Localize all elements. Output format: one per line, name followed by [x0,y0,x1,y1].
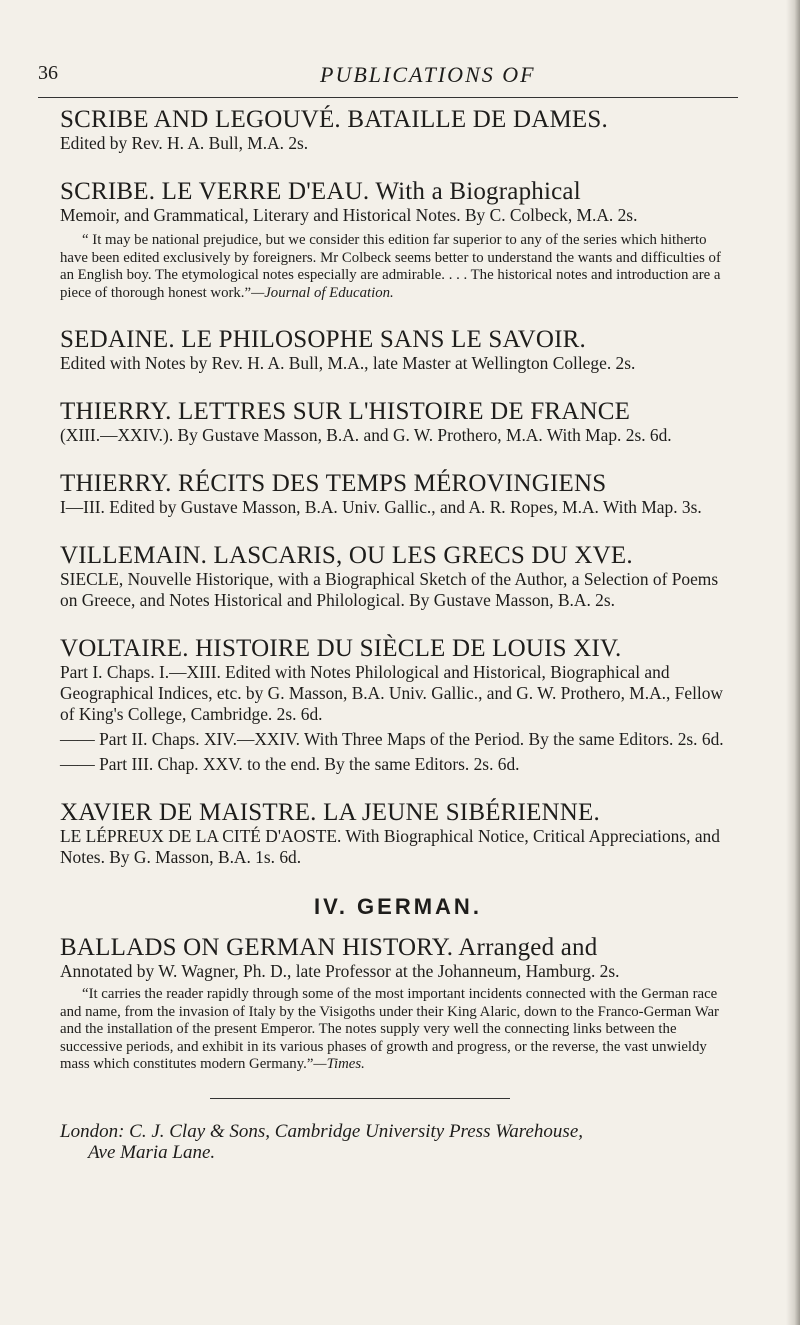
entry-description: (XIII.—XXIV.). By Gustave Masson, B.A. and G. W. Prothero, M.A. With Map. 2s. 6d. [60,425,672,445]
entry-ballads [60,934,736,1074]
imprint-line-1: London: C. J. Clay & Sons, Cambridge University Press Warehouse, [60,1120,584,1142]
entry-xavier-de-maistre [60,799,736,868]
entry-thierry-lettres [60,398,736,446]
entry-heading: SCRIBE AND LEGOUVÉ. BATAILLE DE DAMES. [60,106,608,133]
entry-description: I—III. Edited by Gustave Masson, B.A. Univ. Gallic., and A. R. Ropes, M.A. With Map. 3s. [60,497,702,517]
entry-heading: VOLTAIRE. HISTOIRE DU SIÈCLE DE LOUIS XIV. [60,635,622,662]
quote-source: —Journal of Education. [251,284,394,301]
entry-heading: THIERRY. RÉCITS DES TEMPS MÉROVINGIENS [60,470,607,497]
entry-description: Part I. Chaps. I.—XIII. Edited with Notes Philological and Historical, Biographical and Geographical Indices, etc. by G. Masson, B.A. Univ. Gallic., and G. W. Prothero, M.A., Fellow of King's College, Cambridge. 2s. 6d. [60,662,723,724]
entry-description: Edited by Rev. H. A. Bull, M.A. 2s. [60,133,309,153]
page-number: 36 [38,62,58,84]
entry-scribe-verre [60,178,736,302]
entry-voltaire [60,635,736,775]
review-quote [60,232,736,302]
entry-thierry-recits [60,470,736,518]
entry-heading: THIERRY. LETTRES SUR L'HISTOIRE DE FRANCE [60,398,631,425]
entry-description: Annotated by W. Wagner, Ph. D., late Professor at the Johanneum, Hamburg. 2s. [60,961,620,981]
quote-source: —Times. [313,1056,365,1072]
entry-part-two: —— Part II. Chaps. XIV.—XXIV. With Three Maps of the Period. By the same Editors. 2s. 6d. [60,729,724,749]
entry-description: LE LÉPREUX DE LA CITÉ D'AOSTE. With Biographical Notice, Critical Appreciations, and Notes. By G. Masson, B.A. 1s. 6d. [60,826,720,867]
entry-scribe-bataille [60,106,736,154]
catalogue-list [60,106,736,1163]
entry-description: Edited with Notes by Rev. H. A. Bull, M.A., late Master at Wellington College. 2s. [60,353,636,373]
entry-heading: SCRIBE. LE VERRE D'EAU. With a Biographical [60,178,581,205]
quote-text: “It carries the reader rapidly through some of the most important incidents connected with the German race and name, from the invasion of Italy by the Visigoths under their King Alaric, down to the Franco-German War and the installation of the present Emperor. The notes supply very well the connecting links between the successive periods, and exhibit in its various phases of growth and progress, or the reverse, the vast unwieldy mass which constitutes modern Germany.” [60,986,719,1072]
entry-sedaine [60,326,736,374]
running-title: PUBLICATIONS OF [320,62,536,87]
header-rule [38,97,738,98]
entry-description: SIECLE, Nouvelle Historique, with a Biographical Sketch of the Author, a Selection of Poems on Greece, and Notes Historical and Philological. By Gustave Masson, B.A. 2s. [60,569,719,610]
review-quote [60,986,736,1074]
imprint-line-2: Ave Maria Lane. [88,1141,216,1163]
page-edge-shadow [786,0,800,1325]
entry-heading: XAVIER DE MAISTRE. LA JEUNE SIBÉRIENNE. [60,799,600,826]
footer-rule [210,1098,510,1099]
entry-heading: BALLADS ON GERMAN HISTORY. Arranged and [60,934,598,961]
entry-part-three: —— Part III. Chap. XXV. to the end. By the same Editors. 2s. 6d. [60,754,520,774]
entry-description: Memoir, and Grammatical, Literary and Historical Notes. By C. Colbeck, M.A. 2s. [60,205,638,225]
entry-heading: VILLEMAIN. LASCARIS, OU LES GRECS DU XVE. [60,542,633,569]
publisher-imprint [60,1121,736,1163]
section-heading-german: IV. GERMAN. [314,894,482,919]
running-header [38,62,738,94]
quote-text: “ It may be national prejudice, but we consider this edition far superior to any of the series which hitherto have been edited exclusively by foreigners. Mr Colbeck seems better to understand the wants and difficulties of an English boy. The etymological notes especially are admirable. . . . The historical notes and introduction are a piece of thorough honest work.” [60,232,721,301]
entry-villemain [60,542,736,611]
entry-heading: SEDAINE. LE PHILOSOPHE SANS LE SAVOIR. [60,326,586,353]
